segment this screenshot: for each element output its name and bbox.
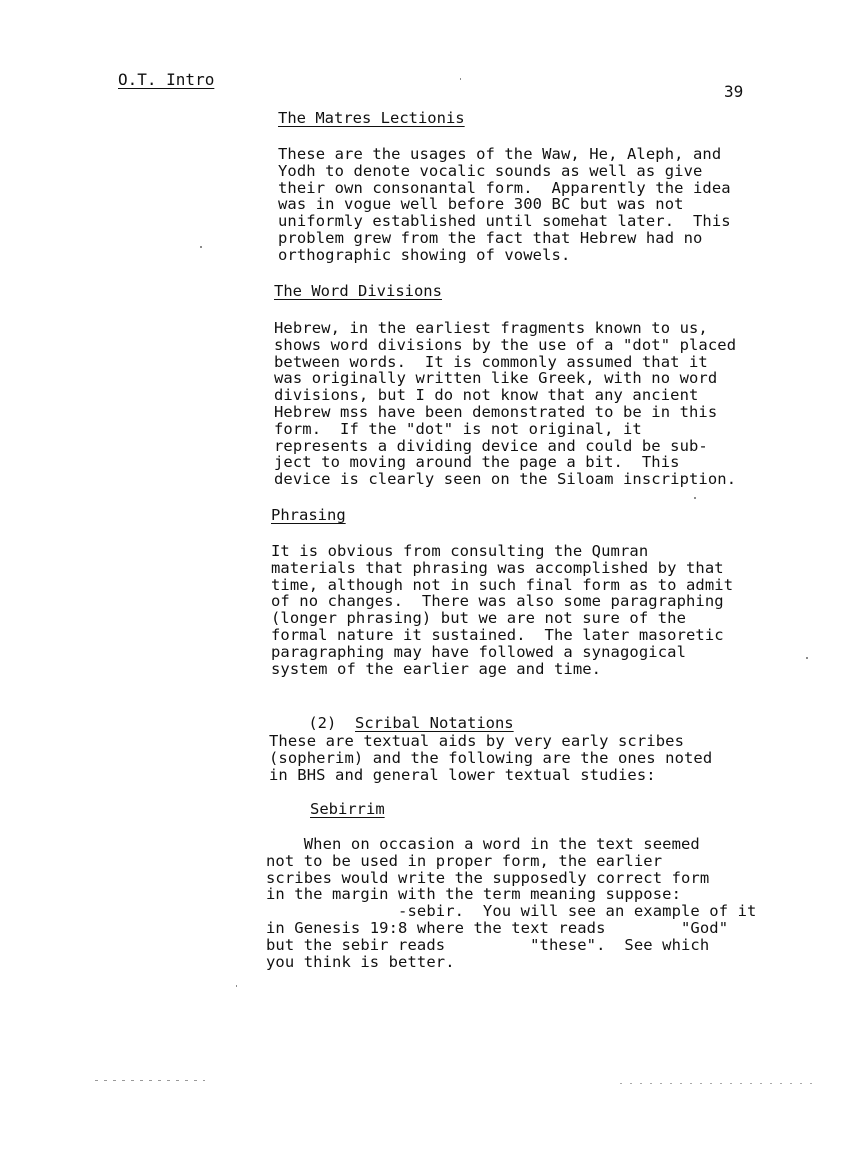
- scan-speck: [694, 497, 696, 499]
- scan-speck: [460, 78, 461, 80]
- paragraph-sebirrim: When on occasion a word in the text seemed not to be used in proper form, the earlier scribes would write the supposedly correct form in the margin with the term meaning suppose: -sebir. You will see an example of it in Genesis 19:8 where the text reads "God" but the sebir reads "these". See which you think is better.: [266, 835, 757, 971]
- heading-sebirrim: Sebirrim: [310, 800, 385, 818]
- paragraph-matres-lectionis: These are the usages of the Waw, He, Aleph, and Yodh to denote vocalic sounds as well as give their own consonantal form. Apparently the idea was in vogue well before 300 BC but was not uniformly established until somehat later. This problem grew from the fact that Hebrew had no orthographic showing of vowels.: [278, 145, 731, 264]
- paragraph-word-divisions: Hebrew, in the earliest fragments known to us, shows word divisions by the use of a "dot" placed between words. It is commonly assumed that it was originally written like Greek, with no word divisions, but I do not know that any ancient Hebrew mss have been demonstrated to be in this form. If the "dot" is not original, it represents a dividing device and could be sub- ject to moving around the page a bit. This device is clearly seen on the Siloam inscription.: [274, 319, 737, 489]
- scan-speck: [95, 1080, 205, 1081]
- running-title: O.T. Intro: [118, 70, 215, 89]
- scan-speck: [236, 985, 237, 987]
- section-number: (2): [308, 714, 337, 732]
- scan-speck: [200, 246, 202, 248]
- scan-speck: [806, 657, 808, 659]
- heading-phrasing: Phrasing: [271, 506, 346, 524]
- section-title: Scribal Notations: [355, 714, 514, 732]
- paragraph-phrasing: It is obvious from consulting the Qumran materials that phrasing was accomplished by that time, although not in such final form as to admit of no changes. There was also some paragraphing (longer phrasing) but we are not sure of the formal nature it sustained. The later masoretic paragraphing may have followed a synagogical system of the earlier age and time.: [271, 542, 734, 678]
- heading-matres-lectionis: The Matres Lectionis: [278, 109, 465, 127]
- page-number: 39: [724, 82, 744, 101]
- paragraph-scribal-notations: These are textual aids by very early scribes (sopherim) and the following are the ones noted in BHS and general lower textual studies:: [269, 732, 713, 784]
- scan-speck: [620, 1083, 820, 1084]
- heading-word-divisions: The Word Divisions: [274, 282, 442, 300]
